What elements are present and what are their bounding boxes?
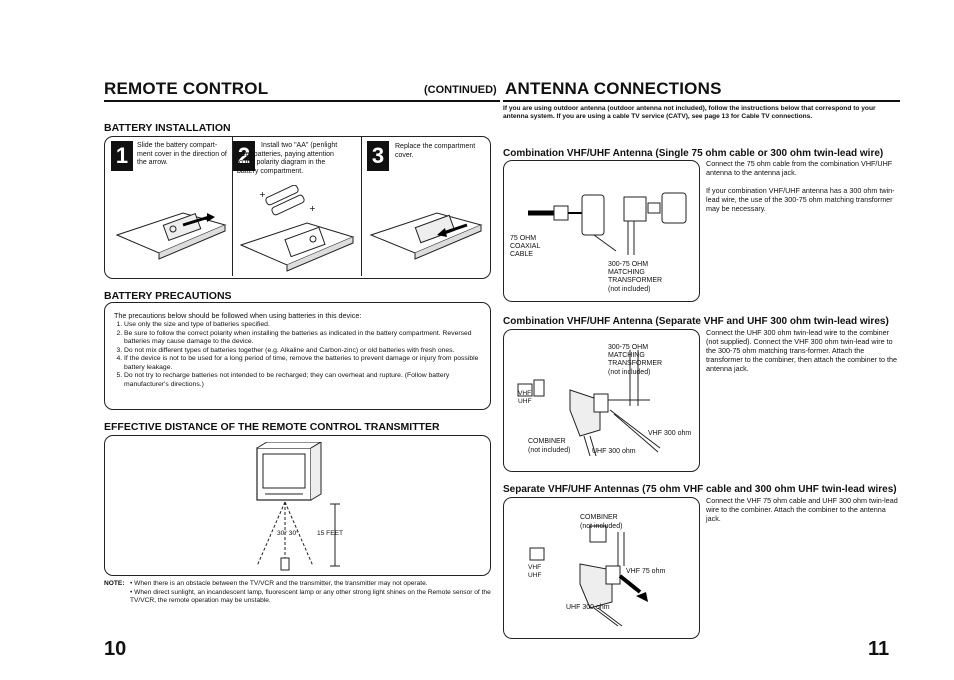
step-2-text: Install two "AA" (penlight size) batteries, paying attention to the polarity diagram in the battery compartment. <box>237 142 338 175</box>
section3-heading: Separate VHF/UHF Antennas (75 ohm VHF cable and 300 ohm UHF twin-lead wires) <box>503 484 897 495</box>
precaution-item: 1. Use only the size and type of batteries specified. <box>124 321 490 330</box>
section2-text: Connect the UHF 300 ohm twin-lead wire to the combiner (not supplied). Connect the VHF 300 ohm twin-lead wire to the 300-75 ohm matching trans-former. Attach the transformer to the combiner, then attach the combiner to the antenna jack. <box>706 328 897 373</box>
section3-text: Connect the VHF 75 ohm cable and UHF 300 ohm twin-lead wire to the combiner. Attach the combiner to the antenna jack. <box>706 496 898 523</box>
step-divider <box>232 137 233 276</box>
not-included-label: (not included) <box>608 369 651 376</box>
note-item: • When there is an obstacle between the TV/VCR and the transmitter, the transmitter may not operate. <box>130 580 428 587</box>
page-number-right: 11 <box>868 638 890 660</box>
section2-diagram-box <box>503 329 700 472</box>
battery-precautions-box <box>104 302 491 410</box>
combiner-not-included-label: (not included) <box>528 447 571 454</box>
combiner-label: COMBINER <box>580 514 618 521</box>
precautions-intro: The precautions below should be followed when using batteries in this device: <box>114 311 362 320</box>
step-divider <box>361 137 362 276</box>
section1-text1: Connect the 75 ohm cable from the combination VHF/UHF antenna to the antenna jack. <box>706 159 893 177</box>
effective-distance-heading: EFFECTIVE DISTANCE OF THE REMOTE CONTROL TRANSMITTER <box>104 421 440 433</box>
step-3-text: Replace the compartment cover. <box>395 143 476 159</box>
step-3-number: 3 <box>367 141 389 171</box>
not-included-label: (not included) <box>580 523 623 530</box>
coax-cable-label: 75 OHM COAXIAL CABLE <box>510 235 541 258</box>
title-rule-left <box>104 100 500 102</box>
svg-text:+: + <box>309 204 316 213</box>
effective-distance-box <box>104 435 491 576</box>
step-2-number: 2 <box>233 141 255 171</box>
page-number-left: 10 <box>104 638 127 660</box>
uhf-300-label: UHF 300 ohm <box>566 604 610 611</box>
vhf-uhf-label: VHF UHF <box>528 564 542 579</box>
angle-label: 30° 30° <box>277 530 299 537</box>
page-title-antenna-connections: ANTENNA CONNECTIONS <box>505 79 722 98</box>
battery-installation-box <box>104 136 491 279</box>
section3-diagram-box <box>503 497 700 639</box>
transformer-label: 300-75 OHM MATCHING TRANSFORMER <box>608 344 663 367</box>
precautions-list <box>113 321 490 389</box>
antenna-intro: If you are using outdoor antenna (outdoor antenna not included), follow the instructions below that correspond to your antenna system. If you are using a cable TV service (CATV), see page 13 for Cable TV connections. <box>503 105 876 120</box>
not-included-label: (not included) <box>608 286 651 293</box>
step-1-text: Slide the battery compart-ment cover in the direction of the arrow. <box>137 142 227 167</box>
precaution-item: 3. Do not mix different types of batteries together (e.g. Alkaline and Carbon-zinc) or old batteries with fresh ones. <box>124 347 490 356</box>
section1-text2: If your combination VHF/UHF antenna has a 300 ohm twin-lead wire, the use of the 300-75 ohm matching transformer may be necessary. <box>706 186 895 213</box>
note-item-text: When direct sunlight, an incandescent lamp, fluorescent lamp or any other strong light shines on the Remote sensor of the TV/VCR, the remote operation may be unstable. <box>130 589 491 604</box>
battery-precautions-heading: BATTERY PRECAUTIONS <box>104 290 232 302</box>
svg-text:+: + <box>259 190 266 199</box>
uhf-300-label: UHF 300 ohm <box>592 448 636 455</box>
precaution-item: 5. Do not try to recharge batteries not intended to be recharged; they can overheat and rupture. (Follow battery manufacturer's directions.) <box>124 372 490 389</box>
note-item-text: When there is an obstacle between the TV/VCR and the transmitter, the transmitter may not operate. <box>134 580 428 587</box>
section1-heading: Combination VHF/UHF Antenna (Single 75 ohm cable or 300 ohm twin-lead wire) <box>503 148 884 159</box>
vhf-uhf-label: VHF UHF <box>518 390 532 405</box>
remote-closed-cover-illustration <box>367 195 487 265</box>
step-1-number: 1 <box>111 141 133 171</box>
remote-batteries-illustration <box>237 185 357 275</box>
note-label: NOTE: <box>104 580 125 587</box>
section2-heading: Combination VHF/UHF Antenna (Separate VHF and UHF 300 ohm twin-lead wires) <box>503 316 889 327</box>
distance-label: 15 FEET <box>317 530 344 537</box>
continued-label: (CONTINUED) <box>424 84 497 96</box>
precaution-item: 2. Be sure to follow the correct polarity when installing the batteries as indicated in the battery compartment. Reversed batteries may cause damage to the device. <box>124 330 490 347</box>
remote-open-cover-illustration <box>113 195 231 265</box>
combiner-label: COMBINER <box>528 438 566 445</box>
tv-range-diagram <box>235 442 375 572</box>
transformer-label: 300-75 OHM MATCHING TRANSFORMER <box>608 261 663 284</box>
section1-diagram-box <box>503 160 700 302</box>
vhf-75-label: VHF 75 ohm <box>626 568 666 575</box>
page-title-remote-control: REMOTE CONTROL <box>104 79 269 98</box>
vhf-300-label: VHF 300 ohm <box>648 430 692 437</box>
battery-installation-heading: BATTERY INSTALLATION <box>104 122 231 134</box>
title-rule-right <box>503 100 900 102</box>
note-item: • When direct sunlight, an incandescent lamp, fluorescent lamp or any other strong light shines on the Remote sensor of the TV/VCR, the remote operation may be unstable. <box>130 589 491 604</box>
precaution-item: 4. If the device is not to be used for a long period of time, remove the batteries to prevent damage or injury from possible battery leakage. <box>124 355 490 372</box>
